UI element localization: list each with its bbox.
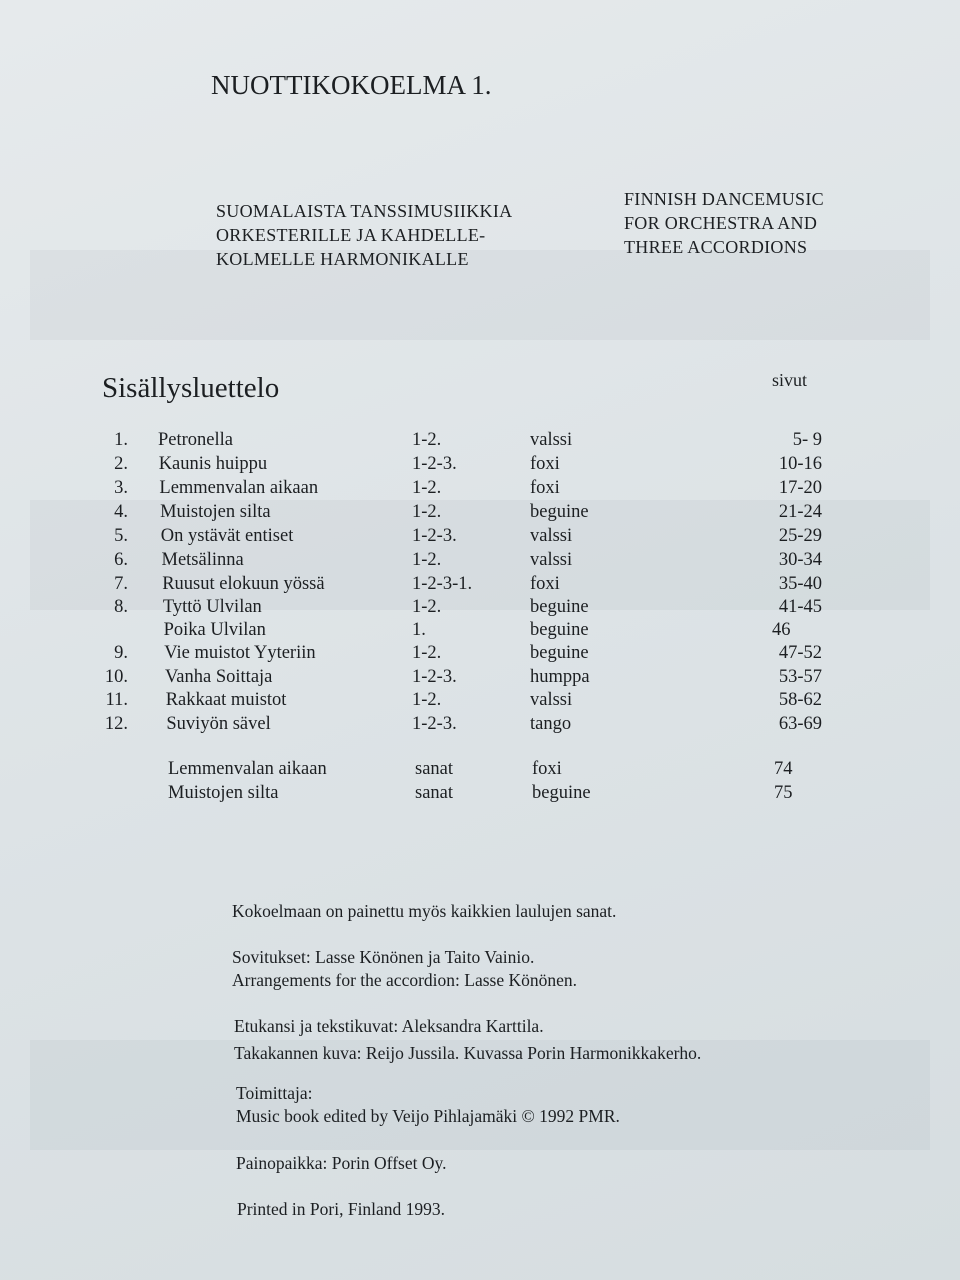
toc-song-title: Metsälinna <box>161 550 244 570</box>
toc-song-title: Kaunis huippu <box>158 454 268 474</box>
footer-line: Music book edited by Veijo Pihlajamäki © 1992 PMR. <box>236 1106 620 1126</box>
toc-song-title: Petronella <box>158 430 234 450</box>
toc-parts: sanat <box>415 783 454 803</box>
toc-dance-style: beguine <box>530 643 589 663</box>
toc-dance-style: beguine <box>532 783 591 803</box>
toc-pages: 47-52 <box>778 643 822 663</box>
toc-parts: 1-2. <box>412 478 442 498</box>
toc-song-title: Vanha Soittaja <box>165 667 273 687</box>
toc-lyrics-row <box>0 759 960 783</box>
subtitle-line: FOR ORCHESTRA AND <box>624 213 818 233</box>
page-title: NUOTTIKOKOELMA 1. <box>211 70 492 100</box>
pages-label: sivut <box>772 370 808 390</box>
subtitle-line: KOLMELLE HARMONIKALLE <box>216 249 469 269</box>
toc-row <box>0 667 960 691</box>
toc-dance-style: beguine <box>530 620 589 640</box>
toc-dance-style: foxi <box>530 574 560 594</box>
toc-row <box>0 550 960 574</box>
toc-row <box>0 526 960 550</box>
toc-dance-style: foxi <box>532 759 562 779</box>
footer-line: Printed in Pori, Finland 1993. <box>237 1199 446 1219</box>
toc-row <box>0 714 960 738</box>
toc-row <box>0 430 960 454</box>
toc-row <box>0 620 960 644</box>
subtitle-line: THREE ACCORDIONS <box>624 237 808 257</box>
footer-line: Takakannen kuva: Reijo Jussila. Kuvassa Porin Harmonikkakerho. <box>234 1043 702 1063</box>
toc-parts: 1-2-3. <box>412 454 457 474</box>
toc-dance-style: beguine <box>530 502 589 522</box>
toc-parts: 1-2. <box>412 597 442 617</box>
toc-dance-style: foxi <box>530 454 560 474</box>
toc-song-title: Muistojen silta <box>160 502 271 522</box>
subtitle-english <box>624 187 824 259</box>
toc-lyrics-row <box>0 783 960 807</box>
toc-number: 10. <box>104 667 128 687</box>
toc-parts: sanat <box>415 759 454 779</box>
toc-pages: 75 <box>774 783 793 803</box>
toc-song-title: Rakkaat muistot <box>165 690 287 710</box>
toc-parts: 1-2-3-1. <box>412 574 473 594</box>
footer-line: Kokoelmaan on painettu myös kaikkien laulujen sanat. <box>232 901 617 921</box>
subtitle-finnish <box>216 199 512 271</box>
toc-parts: 1-2. <box>412 430 442 450</box>
toc-dance-style: valssi <box>530 550 573 570</box>
toc-song-title: On ystävät entiset <box>160 526 294 546</box>
toc-pages: 30-34 <box>778 550 822 570</box>
toc-row <box>0 643 960 667</box>
toc-pages: 21-24 <box>778 502 822 522</box>
toc-song-title: Vie muistot Yyteriin <box>164 643 316 663</box>
toc-dance-style: valssi <box>530 526 573 546</box>
toc-number: 1. <box>114 430 128 450</box>
toc-number: 12. <box>104 714 128 734</box>
toc-parts: 1-2. <box>412 643 442 663</box>
toc-dance-style: foxi <box>530 478 560 498</box>
toc-dance-style: humppa <box>530 667 590 687</box>
toc-song-title: Poika Ulvilan <box>163 620 266 640</box>
toc-pages: 25-29 <box>778 526 822 546</box>
footer-line: Etukansi ja tekstikuvat: Aleksandra Karttila. <box>234 1016 544 1036</box>
toc-song-title: Ruusut elokuun yössä <box>162 574 325 594</box>
toc-dance-style: valssi <box>530 690 573 710</box>
toc-number: 7. <box>114 574 128 594</box>
footer-line: Toimittaja: <box>236 1083 313 1103</box>
toc-parts: 1-2-3. <box>412 667 457 687</box>
toc-pages: 17-20 <box>778 478 822 498</box>
toc-song-title: Suviyön sävel <box>166 714 271 734</box>
toc-heading: Sisällysluettelo <box>102 372 280 404</box>
toc-number: 5. <box>114 526 128 546</box>
toc-song-title: Lemmenvalan aikaan <box>159 478 319 498</box>
toc-number: 6. <box>114 550 128 570</box>
toc-number: 4. <box>114 502 128 522</box>
toc-number: 9. <box>114 643 128 663</box>
toc-pages: 46 <box>772 620 791 640</box>
toc-pages: 53-57 <box>778 667 822 687</box>
toc-row <box>0 574 960 598</box>
toc-parts: 1-2-3. <box>412 526 457 546</box>
toc-pages: 74 <box>774 759 793 779</box>
footer-line: Painopaikka: Porin Offset Oy. <box>236 1153 447 1173</box>
toc-row <box>0 597 960 621</box>
subtitle-line: ORKESTERILLE JA KAHDELLE- <box>216 225 486 245</box>
toc-song-title: Muistojen silta <box>168 783 279 803</box>
toc-row <box>0 478 960 502</box>
toc-song-title: Tyttö Ulvilan <box>162 597 262 617</box>
toc-pages: 63-69 <box>778 714 822 734</box>
toc-dance-style: valssi <box>530 430 573 450</box>
toc-parts: 1-2. <box>412 550 442 570</box>
toc-number: 11. <box>105 690 128 710</box>
toc-number: 3. <box>114 478 128 498</box>
footer-line: Sovitukset: Lasse Könönen ja Taito Vainio. <box>232 947 535 967</box>
toc-pages: 10-16 <box>778 454 822 474</box>
toc-dance-style: beguine <box>530 597 589 617</box>
toc-pages: 41-45 <box>778 597 822 617</box>
toc-pages: 35-40 <box>778 574 822 594</box>
toc-song-title: Lemmenvalan aikaan <box>168 759 327 779</box>
footer-line: Arrangements for the accordion: Lasse Könönen. <box>232 970 578 990</box>
toc-parts: 1. <box>412 620 426 640</box>
toc-dance-style: tango <box>530 714 572 734</box>
subtitle-line: SUOMALAISTA TANSSIMUSIIKKIA <box>216 201 513 221</box>
toc-row <box>0 690 960 714</box>
subtitle-line: FINNISH DANCEMUSIC <box>624 189 824 209</box>
toc-row <box>0 502 960 526</box>
toc-pages: 58-62 <box>778 690 822 710</box>
toc-number: 8. <box>114 597 128 617</box>
toc-parts: 1-2-3. <box>412 714 457 734</box>
toc-number: 2. <box>114 454 128 474</box>
toc-row <box>0 454 960 478</box>
toc-pages: 5- 9 <box>792 430 822 450</box>
toc-parts: 1-2. <box>412 502 442 522</box>
toc-parts: 1-2. <box>412 690 442 710</box>
